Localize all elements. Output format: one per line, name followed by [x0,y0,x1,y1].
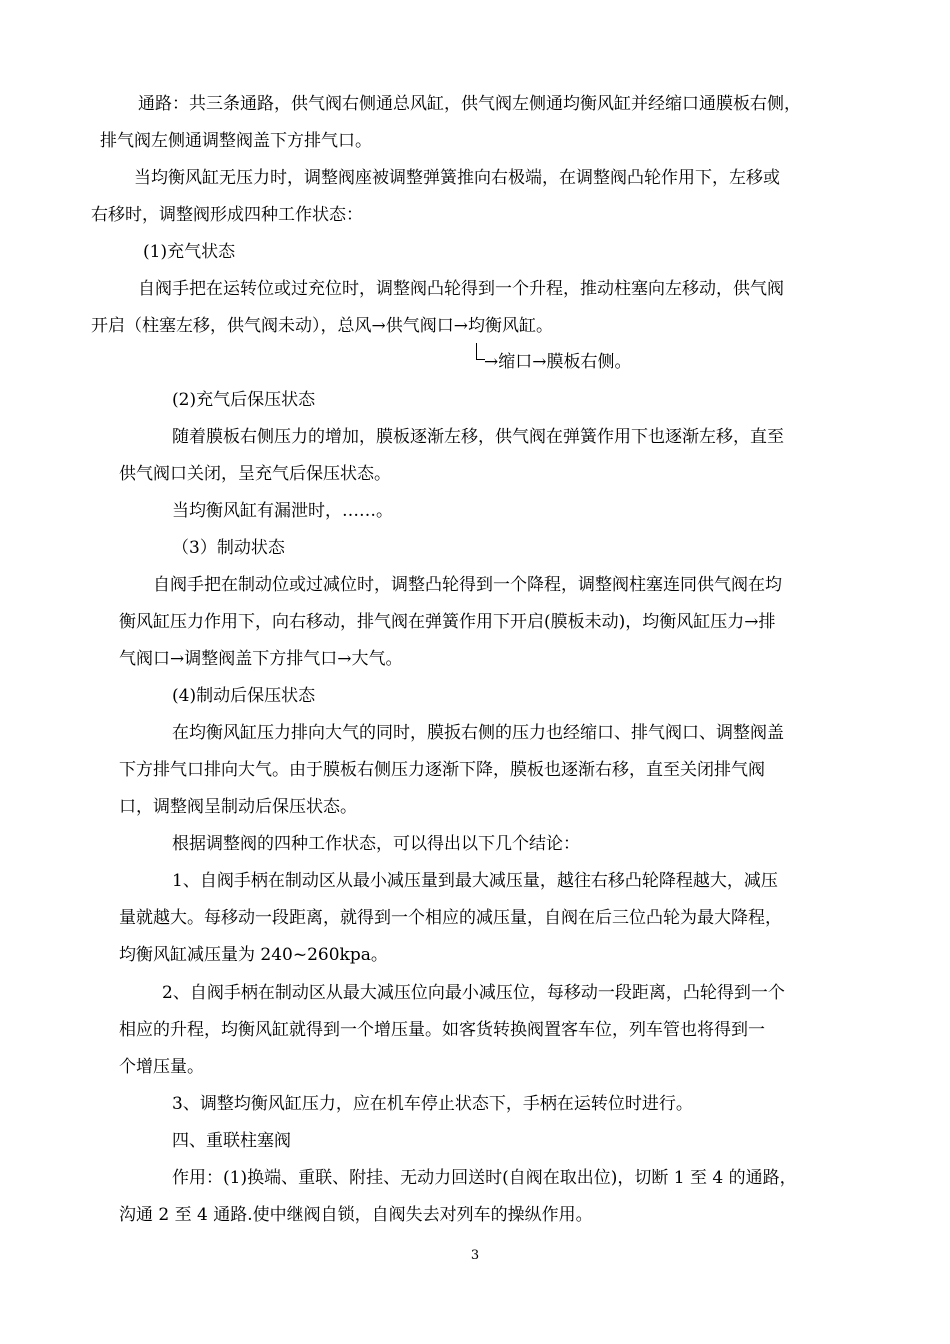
text-line: 气阀口→调整阀盖下方排气口→大气。 [119,649,403,669]
text-line: 作用：(1)换端、重联、附挂、无动力回送时(自阀在取出位)，切断 1 至 4 的通路， [172,1168,797,1188]
text-line: 量就越大。每移动一段距离，就得到一个相应的减压量，自阀在后三位凸轮为最大降程， [119,908,782,928]
list-item: 2、自阀手柄在制动区从最大减压位向最小减压位，每移动一段距离，凸轮得到一个 [162,983,785,1003]
text-line: 随着膜板右侧压力的增加，膜板逐渐左移，供气阀在弹簧作用下也逐渐左移，直至 [172,427,784,447]
text-line: 根据调整阀的四种工作状态，可以得出以下几个结论： [172,834,580,854]
text-line: 沟通 2 至 4 通路.使中继阀自锁，自阀失去对列车的操纵作用。 [119,1205,593,1225]
section-heading: 四、重联柱塞阀 [172,1131,291,1151]
text-line: 下方排气口排向大气。由于膜板右侧压力逐渐下降，膜板也逐渐右移，直至关闭排气阀 [119,760,765,780]
section-heading: （3）制动状态 [172,538,285,558]
page-number: 3 [470,1248,480,1263]
text-line: 开启（柱塞左移，供气阀未动），总风→供气阀口→均衡风缸。 [91,316,553,336]
text-line: 在均衡风缸压力排向大气的同时，膜扳右侧的压力也经缩口、排气阀口、调整阀盖 [172,723,784,743]
text-line: 个增压量。 [119,1057,204,1077]
text-line: 自阀手把在运转位或过充位时，调整阀凸轮得到一个升程，推动柱塞向左移动，供气阀 [138,279,784,299]
section-heading: (2)充气后保压状态 [172,390,316,410]
text-line: 均衡风缸减压量为 240~260kpa。 [119,945,388,965]
text-line: 相应的升程，均衡风缸就得到一个增压量。如客货转换阀置客车位，列车管也将得到一 [119,1020,765,1040]
list-item: 3、调整均衡风缸压力，应在机车停止状态下，手柄在运转位时进行。 [172,1094,693,1114]
text-line: 右移时，调整阀形成四种工作状态： [91,205,363,225]
text-line: 供气阀口关闭，呈充气后保压状态。 [119,464,391,484]
text-line: 当均衡风缸有漏泄时，……。 [172,501,393,521]
section-heading: (4)制动后保压状态 [172,686,316,706]
text-line: →缩口→膜板右侧。 [484,352,632,372]
text-line: 衡风缸压力作用下，向右移动，排气阀在弹簧作用下开启(膜板未动)，均衡风缸压力→排 [119,612,776,632]
section-heading: (1)充气状态 [143,242,236,262]
text-line: 当均衡风缸无压力时，调整阀座被调整弹簧推向右极端，在调整阀凸轮作用下，左移或 [134,168,780,188]
text-line: 口，调整阀呈制动后保压状态。 [119,797,357,817]
text-line: 通路：共三条通路，供气阀右侧通总风缸，供气阀左侧通均衡风缸并经缩口通膜板右侧， [138,94,801,114]
list-item: 1、自阀手柄在制动区从最小减压量到最大减压量，越往右移凸轮降程越大，减压 [172,871,778,891]
text-line: 自阀手把在制动位或过减位时，调整凸轮得到一个降程，调整阀柱塞连同供气阀在均 [153,575,782,595]
text-line: 排气阀左侧通调整阀盖下方排气口。 [100,131,372,151]
